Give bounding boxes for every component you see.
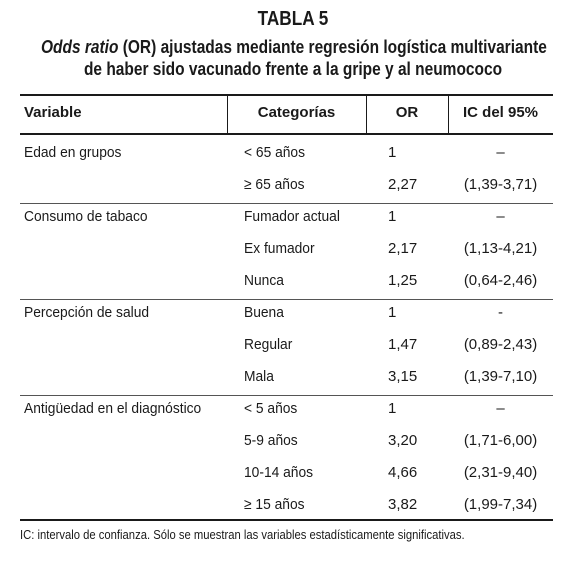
table-footnote: IC: intervalo de confianza. Sólo se muestran las variables estadísticamente significativas. — [20, 528, 465, 542]
table-number: TABLA 5 — [257, 8, 329, 30]
category-cell: ≥ 65 años — [244, 176, 305, 193]
or-cell: 1,47 — [388, 336, 418, 353]
ic-cell: – — [496, 208, 505, 225]
ic-cell: (1,99-7,34) — [463, 496, 538, 513]
or-cell: 1 — [388, 400, 397, 417]
table-subtitle-italic: Odds ratio — [41, 37, 119, 57]
variable-label: Edad en grupos — [24, 144, 122, 161]
or-cell: 1 — [388, 208, 397, 225]
category-cell: < 5 años — [244, 400, 298, 417]
table-subtitle-line2: de haber sido vacunado frente a la gripe y al neumococo — [83, 59, 503, 79]
or-cell: 3,82 — [388, 496, 418, 513]
or-cell: 2,17 — [388, 240, 418, 257]
category-cell: < 65 años — [244, 144, 306, 161]
category-cell: Mala — [244, 368, 274, 385]
or-cell: 1 — [388, 304, 397, 321]
header-variable: Variable — [24, 104, 82, 121]
table-bottom-rule — [20, 519, 553, 521]
category-cell: 10-14 años — [244, 464, 314, 481]
or-cell: 3,20 — [388, 432, 418, 449]
table-top-rule — [20, 94, 553, 96]
or-cell: 1 — [388, 144, 397, 161]
table-header-rule — [20, 133, 553, 135]
category-cell: Buena — [244, 304, 284, 321]
table-subtitle-rest: (OR) ajustadas mediante regresión logística multivariante — [118, 37, 547, 57]
or-cell: 1,25 — [388, 272, 418, 289]
ic-cell: (0,89-2,43) — [463, 336, 538, 353]
header-ic: IC del 95% — [462, 104, 539, 121]
category-cell: Nunca — [244, 272, 284, 289]
ic-cell: – — [496, 400, 505, 417]
group-separator — [20, 203, 553, 204]
category-cell: Fumador actual — [244, 208, 340, 225]
ic-cell: (2,31-9,40) — [463, 464, 538, 481]
category-cell: Ex fumador — [244, 240, 315, 257]
header-categorias: Categorías — [257, 104, 336, 121]
variable-label: Consumo de tabaco — [24, 208, 148, 225]
category-cell: 5-9 años — [244, 432, 298, 449]
variable-label: Antigüedad en el diagnóstico — [24, 400, 202, 417]
table-subtitle-line1 — [41, 37, 545, 58]
category-cell: ≥ 15 años — [244, 496, 305, 513]
group-separator — [20, 395, 553, 396]
ic-cell: (1,39-7,10) — [463, 368, 538, 385]
variable-label: Percepción de salud — [24, 304, 150, 321]
or-cell: 3,15 — [388, 368, 418, 385]
group-separator — [20, 299, 553, 300]
category-cell: Regular — [244, 336, 293, 353]
ic-cell: – — [496, 144, 505, 161]
ic-cell: (1,13-4,21) — [463, 240, 538, 257]
or-cell: 4,66 — [388, 464, 418, 481]
header-or: OR — [395, 104, 419, 121]
ic-cell: - — [498, 304, 503, 321]
ic-cell: (1,71-6,00) — [463, 432, 538, 449]
ic-cell: (1,39-3,71) — [463, 176, 538, 193]
ic-cell: (0,64-2,46) — [463, 272, 538, 289]
or-cell: 2,27 — [388, 176, 418, 193]
